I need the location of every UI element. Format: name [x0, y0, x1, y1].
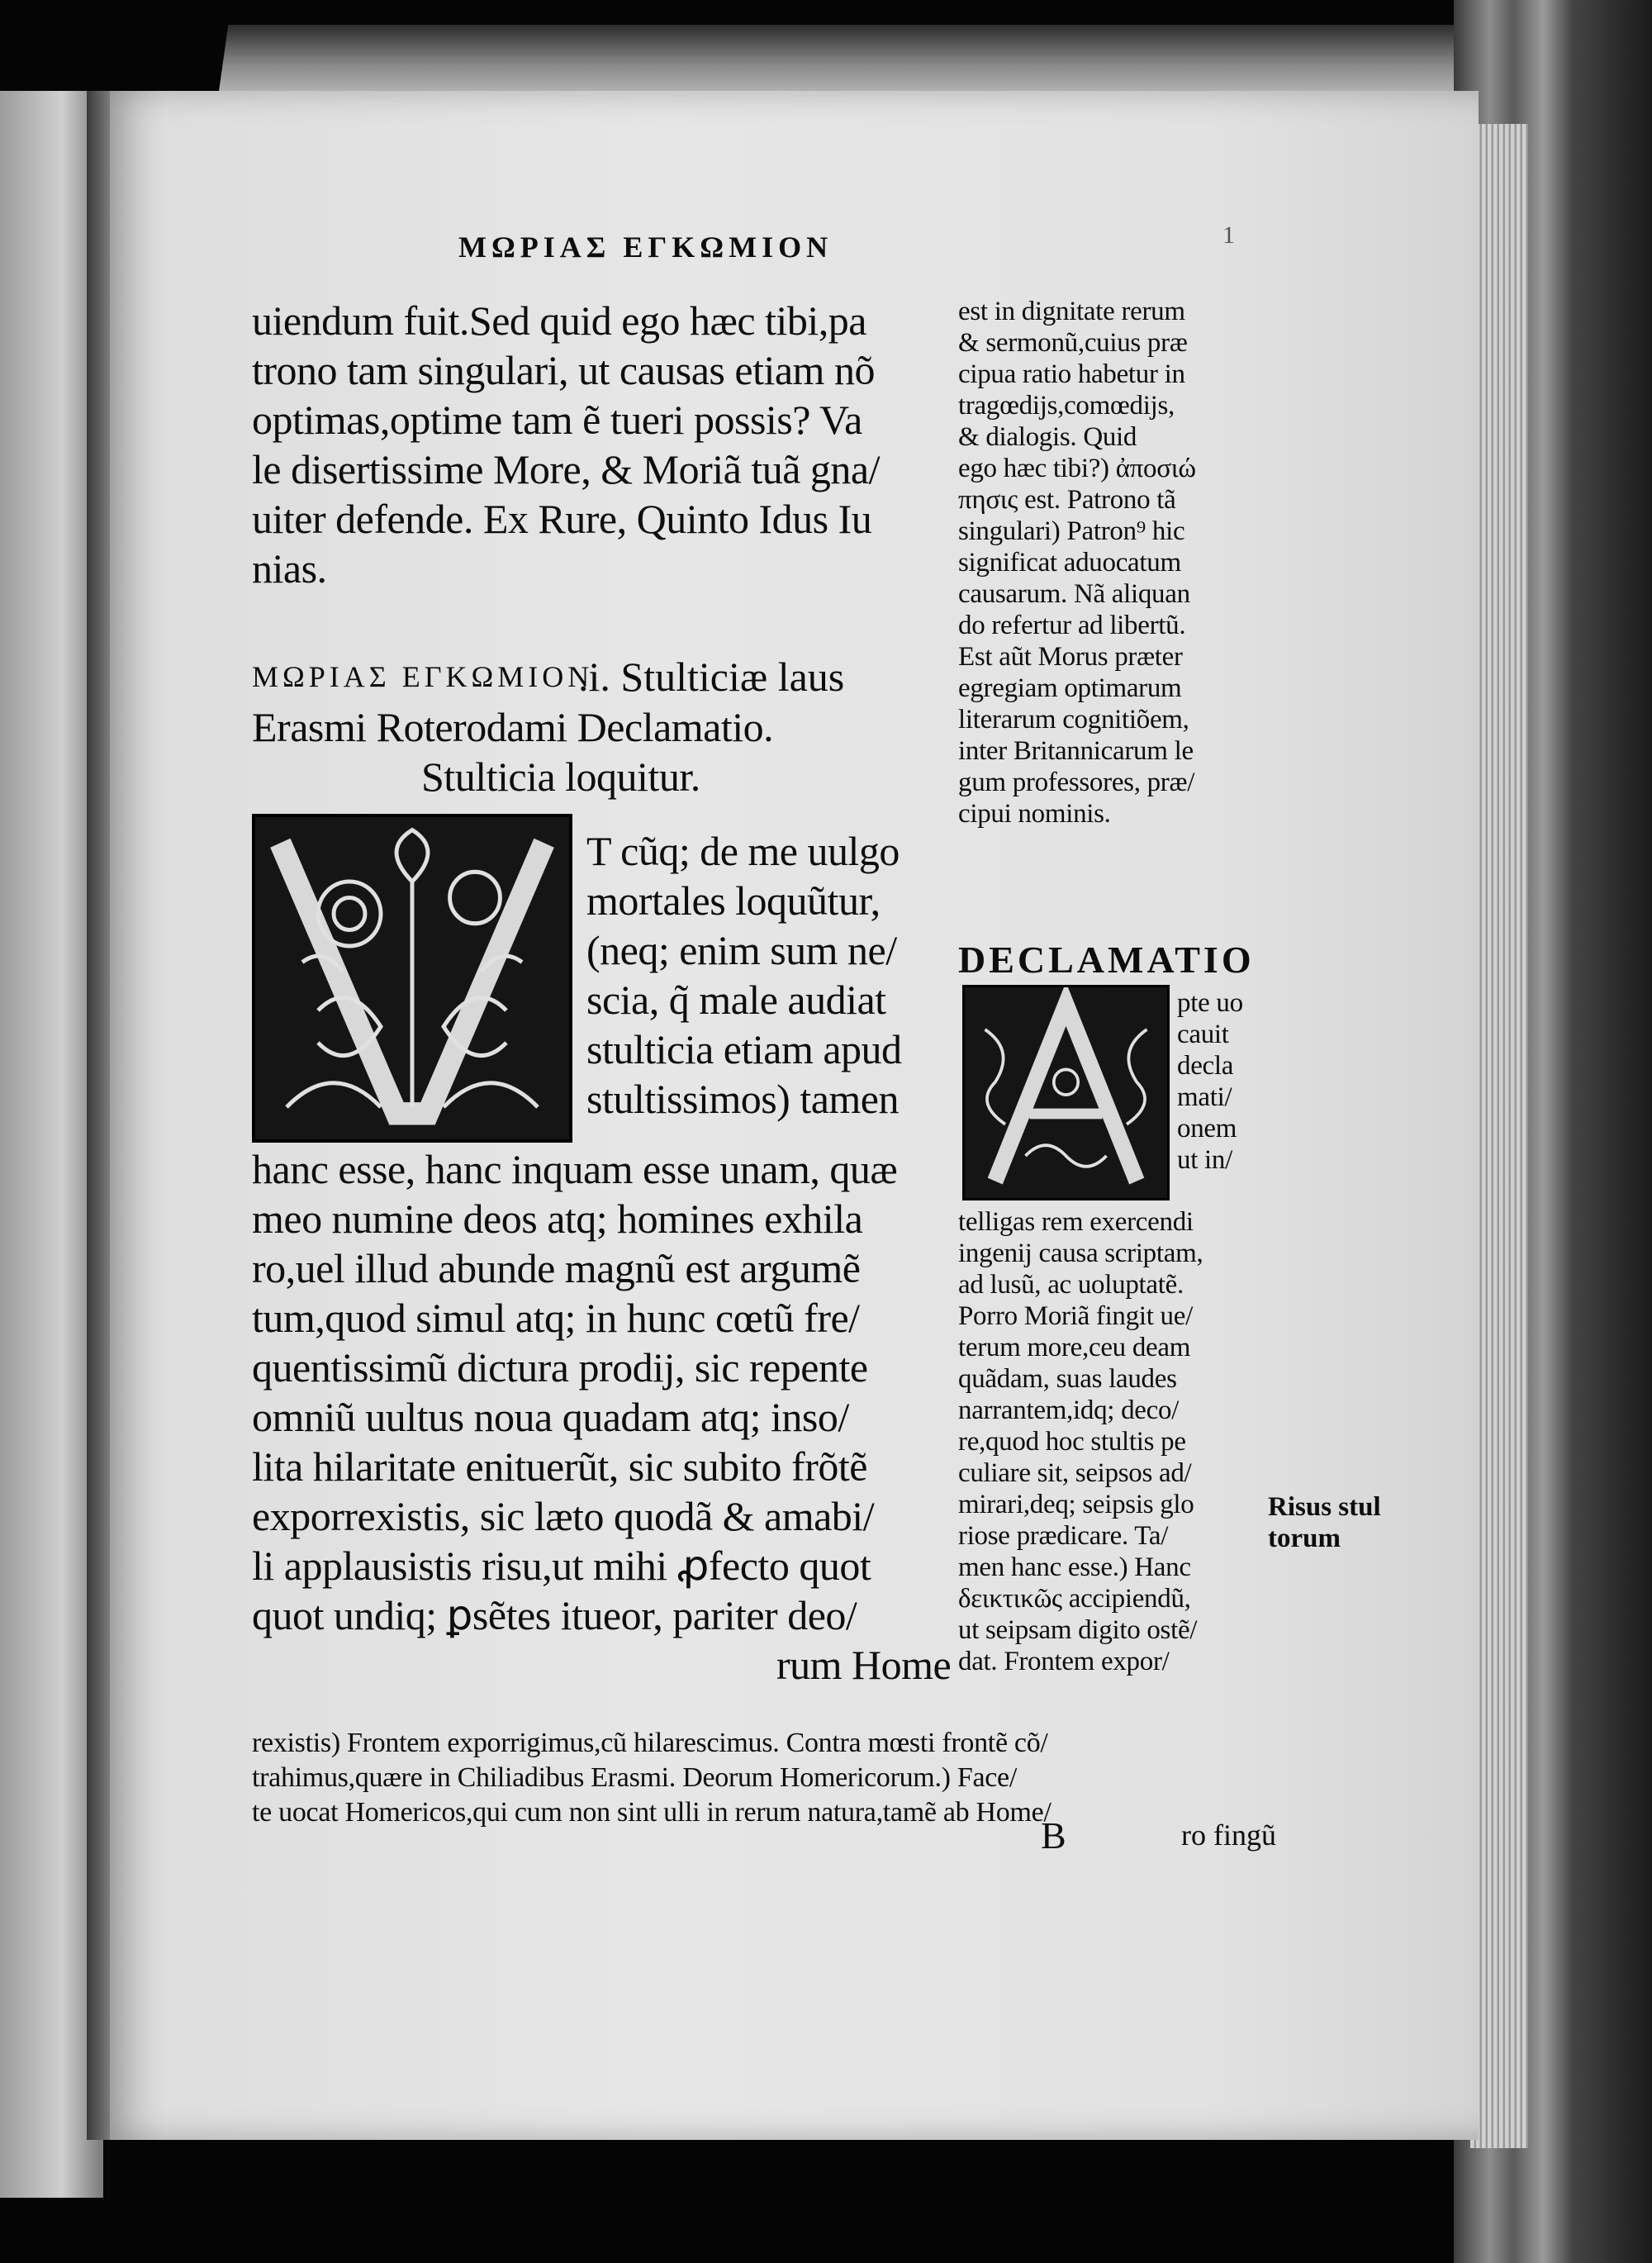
- top-page-edges: [218, 25, 1633, 99]
- main-text-line: lita hilaritate enituerũt, sic subito frõtẽ: [252, 1443, 867, 1490]
- signature-mark: B: [1041, 1814, 1066, 1857]
- main-text-line: scia, q̃ male audiat: [586, 977, 886, 1023]
- title-line-2: Erasmi Roterodami Declamatio.: [252, 704, 774, 750]
- commentary-line: est in dignitate rerum: [958, 297, 1185, 326]
- title-greek: ΜΩΡΙΑΣ ΕΓΚΩΜΙΟΝ: [252, 660, 594, 693]
- commentary-line: singulari) Patron⁹ hic: [958, 516, 1185, 546]
- main-text-line: optimas,optime tam ẽ tueri possis? Va: [252, 397, 862, 443]
- commentary-line: men hanc esse.) Hanc: [958, 1552, 1191, 1582]
- main-text-line: nias.: [252, 545, 327, 592]
- declamatio-heading: DECLAMATIO: [958, 939, 1255, 981]
- commentary-line: re,quod hoc stultis pe: [958, 1427, 1186, 1457]
- decorated-initial-v: [252, 814, 572, 1143]
- folio-mark: 1: [1222, 221, 1235, 249]
- main-text-line: quot undiq; ꝑsẽtes ituеor, pariter deo/: [252, 1592, 857, 1638]
- commentary-line: decla: [1177, 1051, 1234, 1081]
- commentary-line: cipua ratio habetur in: [958, 359, 1185, 389]
- commentary-line: ut seipsam digito ostẽ/: [958, 1615, 1198, 1645]
- footnote-line: rexistis) Frontem exporrigimus,cũ hilarescimus. Contra mœsti frontẽ cõ/: [252, 1728, 1048, 1758]
- title-latin-rest: .i. Stulticiæ laus: [578, 654, 845, 700]
- marginal-note-line: torum: [1268, 1524, 1341, 1553]
- main-text-line: tum,quod simul atq; in hunc cœtũ fre/: [252, 1295, 860, 1341]
- main-text-line: uiter defende. Ex Rure, Quinto Idus Iu: [252, 496, 872, 542]
- commentary-line: ad lusũ, ac uoluptatẽ.: [958, 1270, 1184, 1300]
- main-text-line: exporrexistis, sic læto quodã & amabi/: [252, 1493, 875, 1539]
- commentary-line: Porro Moriã fingit ue/: [958, 1301, 1193, 1331]
- commentary-line: mirari,deq; seipsis glo: [958, 1490, 1194, 1519]
- decorated-initial-a: [962, 985, 1170, 1200]
- main-text-line: quentissimũ dictura prodij, sic repente: [252, 1344, 868, 1391]
- commentary-line: Est aũt Morus præter: [958, 642, 1183, 672]
- marginal-note-line: Risus stul: [1268, 1492, 1381, 1522]
- main-text-line: (neq; enim sum ne/: [586, 927, 897, 973]
- commentary-line: riose prædicare. Ta/: [958, 1521, 1169, 1551]
- catchword: ro fingũ: [1181, 1818, 1276, 1852]
- main-text-line: le disertissime More, & Moriã tuã gna/: [252, 446, 881, 492]
- commentary-line: causarum. Nã aliquan: [958, 579, 1190, 609]
- title-line-3: Stulticia loquitur.: [421, 754, 700, 800]
- commentary-line: telligas rem exercendi: [958, 1207, 1194, 1237]
- commentary-line: do refertur ad libertũ.: [958, 611, 1186, 640]
- commentary-line: narrantem,idq; deco/: [958, 1395, 1180, 1425]
- commentary-line: & dialogis. Quid: [958, 422, 1137, 452]
- main-text-line: ro,uel illud abunde magnũ est argumẽ: [252, 1245, 861, 1291]
- running-header: ΜΩΡΙΑΣ ΕΓΚΩΜΙΟΝ: [458, 231, 833, 264]
- main-text-line: stultissimos) tamen: [586, 1076, 899, 1122]
- footnote-line: trahimus,quære in Chiliadibus Erasmi. Deorum Homericorum.) Face/: [252, 1762, 1017, 1793]
- commentary-line: cauit: [1177, 1020, 1229, 1049]
- commentary-line: onem: [1177, 1114, 1237, 1143]
- fore-edge-pages: [1470, 124, 1528, 2148]
- main-text-line: stulticia etiam apud: [586, 1026, 902, 1072]
- main-text-line: uiendum fuit.Sed quid ego hæc tibi,pa: [252, 297, 866, 344]
- commentary-line: & sermonũ,cuius præ: [958, 328, 1188, 358]
- commentary-line: significat aduocatum: [958, 548, 1181, 578]
- main-text-line: omniũ uultus noua quadam atq; inso/: [252, 1394, 849, 1440]
- commentary-line: literarum cognitiõem,: [958, 705, 1189, 735]
- commentary-line: egregiam optimarum: [958, 673, 1182, 703]
- commentary-line: terum more,ceu deam: [958, 1333, 1191, 1362]
- commentary-line: inter Britannicarum le: [958, 736, 1194, 766]
- commentary-line: tragœdijs,comœdijs,: [958, 391, 1175, 421]
- gutter-shadow: [87, 91, 110, 2140]
- commentary-line: cipui nominis.: [958, 799, 1111, 829]
- main-text-line: trono tam singulari, ut causas etiam nõ: [252, 347, 875, 393]
- main-text-line: T cũq; de me uulgo: [586, 828, 900, 874]
- main-text-line: li applausistis risu,ut mihi ꝓfecto quot: [252, 1543, 871, 1589]
- commentary-line: δεικτικῶς accipiendũ,: [958, 1584, 1191, 1614]
- footnote-line: te uocat Homericos,qui cum non sint ulli in rerum natura,tamẽ ab Home/: [252, 1797, 1051, 1828]
- commentary-line: πησις est. Patrono tã: [958, 485, 1176, 515]
- commentary-line: ingenij causa scriptam,: [958, 1238, 1203, 1268]
- commentary-line: ut in/: [1177, 1145, 1232, 1175]
- commentary-line: quãdam, suas laudes: [958, 1364, 1177, 1394]
- commentary-line: dat. Frontem expor/: [958, 1647, 1170, 1676]
- commentary-line: culiare sit, seipsos ad/: [958, 1458, 1192, 1488]
- commentary-line: ego hæc tibi?) ἀποσιώ: [958, 454, 1196, 483]
- main-text-line: rum Home: [776, 1642, 952, 1688]
- main-text-line: mortales loquũtur,: [586, 877, 881, 924]
- main-text-line: meo numine deos atq; homines exhila: [252, 1196, 863, 1242]
- main-text-line: hanc esse, hanc inquam esse unam, quæ: [252, 1146, 898, 1192]
- commentary-line: mati/: [1177, 1082, 1232, 1112]
- commentary-line: gum professores, præ/: [958, 768, 1195, 797]
- commentary-line: pte uo: [1177, 988, 1243, 1018]
